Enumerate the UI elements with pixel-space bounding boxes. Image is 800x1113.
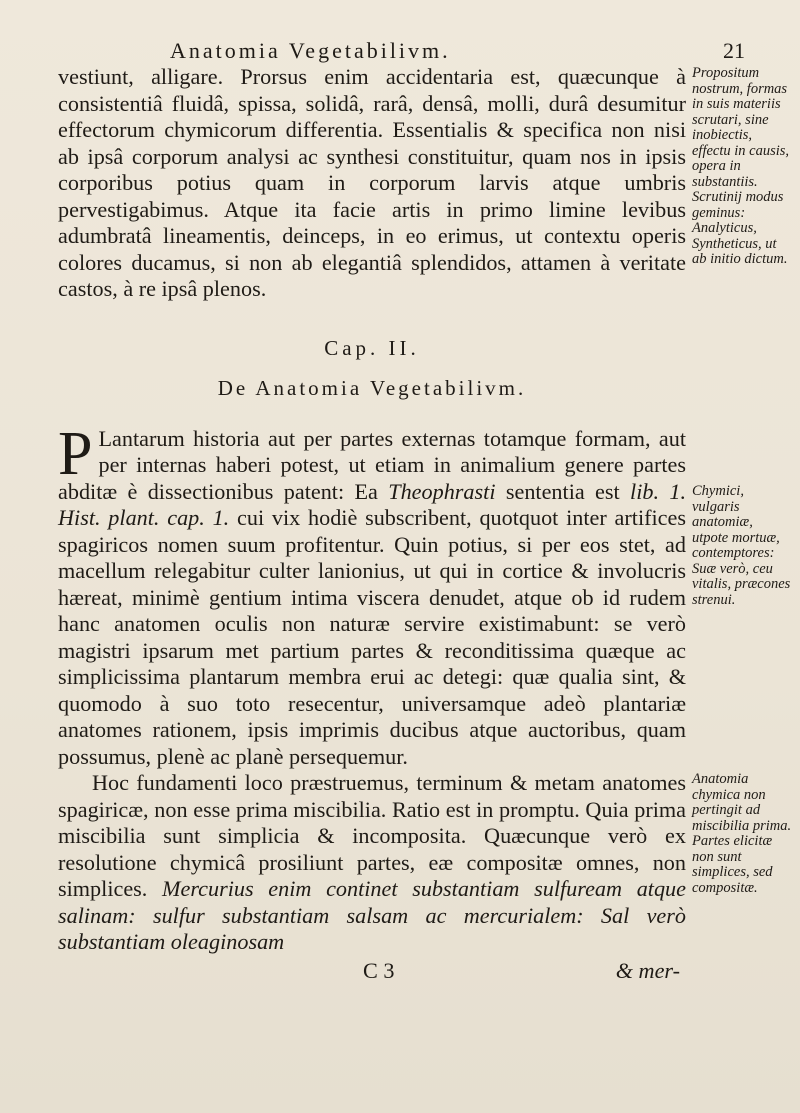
chapter-number: Cap. II. xyxy=(324,335,420,360)
main-text-column xyxy=(58,64,686,986)
page-number: 21 xyxy=(723,38,745,63)
margin-note-2: Chymici, vulgaris anatomiæ, utpote mortuæ, contemptores: Suæ verò, ceu vitalis, præcones strenui. xyxy=(692,483,791,608)
drop-cap: P xyxy=(58,419,93,488)
signature-mark: C 3 xyxy=(363,957,395,983)
running-head xyxy=(170,38,745,64)
paragraph-3-italic-tail: Mercurius enim continet substantiam sulfuream atque salinam: sulfur substantiam salsam ac mercurialem: Sal verò substantiam oleaginosam xyxy=(58,876,686,954)
paragraph-2-text-b: sententia est xyxy=(505,478,631,504)
reference-theophrasti: Theophrasti xyxy=(388,478,496,504)
chapter-title: De Anatomia Vegetabilivm. xyxy=(217,376,527,400)
paragraph-1: vestiunt, alligare. Prorsus enim accidentaria est, quæcunque à consistentiâ fluidâ, spissa, solidâ, rarâ, densâ, molli, durâ desumitur effectorum chymicorum differentia. Essentialis & specifica non nisi ab ipsâ corporum analysi ac synthesi constituitur, quam nos in ipsis corporibus potius quam in corporum larvis atque umbris pervestigabimus. Atque ita facie artis in primo limine levibus adumbratâ lineamentis, deinceps, in eo erimus, ut contextu operis colores ducamus, si non ab elegantiâ splendidos, attamen à veritate castos, à re ipsâ plenos. xyxy=(58,64,686,301)
margin-note-1: Propositum nostrum, formas in suis materiis scrutari, sine inobiectis, effectu in causis, opera in substantiis. Scrutinij modus geminus: Analyticus, Syntheticus, ut ab initio dictum. xyxy=(692,65,790,267)
margin-note-3: Anatomia chymica non pertingit ad miscibilia prima. Partes elicitæ non sunt simplices, sed compositæ. xyxy=(692,771,792,896)
paragraph-2 xyxy=(58,419,687,771)
paragraph-3 xyxy=(58,770,686,956)
paragraph-3-text: Hoc fundamenti loco præstruemus, terminum & metam anatomes spagiricæ, non esse prima miscibilia. Ratio est in promptu. Quia prima miscibilia sunt simplicia & incomposita. Quæcunque verò ex resolutione chymicâ prosiliunt partes, eæ compositæ omnes, non simplices. xyxy=(58,770,686,901)
reference-lib-hist-plant: lib. 1. Hist. plant. cap. 1. xyxy=(58,478,686,530)
page-footer-line xyxy=(58,958,686,986)
paragraph-2-text-c: cui vix hodiè subscribent, quotquot inter artifices spagiricos nomen suum profitentur. Quin potius, si per eos stet, ad macellum relegabitur culter lanionius, ut qui in cortice & involucris hæreat, minimè gentium intima viscera denudet, atque ob id rudem hanc anatomen oculis non naturæ servire existimabunt: se verò magistri ipsarum met partium partes & reconditissima quæque ac simplicissima plantarum membra erui ac detegi: quæ qualia sint, & quomodo à suo toto resecentur, universamque adeò plantariæ anatomes rationem, ipsis imprimis ducibus atque auctoribus, quam possumus, plenè ac planè persequemur. xyxy=(58,505,687,769)
paragraph-2-text-a: Lantarum historia aut per partes externas totamque formam, aut per internas haberi potest, ut etiam in animalium genere partes abditæ è dissectionibus patent: Ea xyxy=(58,425,686,504)
catchword: & mer- xyxy=(615,957,680,983)
running-head-title: Anatomia Vegetabilivm. xyxy=(170,38,451,63)
